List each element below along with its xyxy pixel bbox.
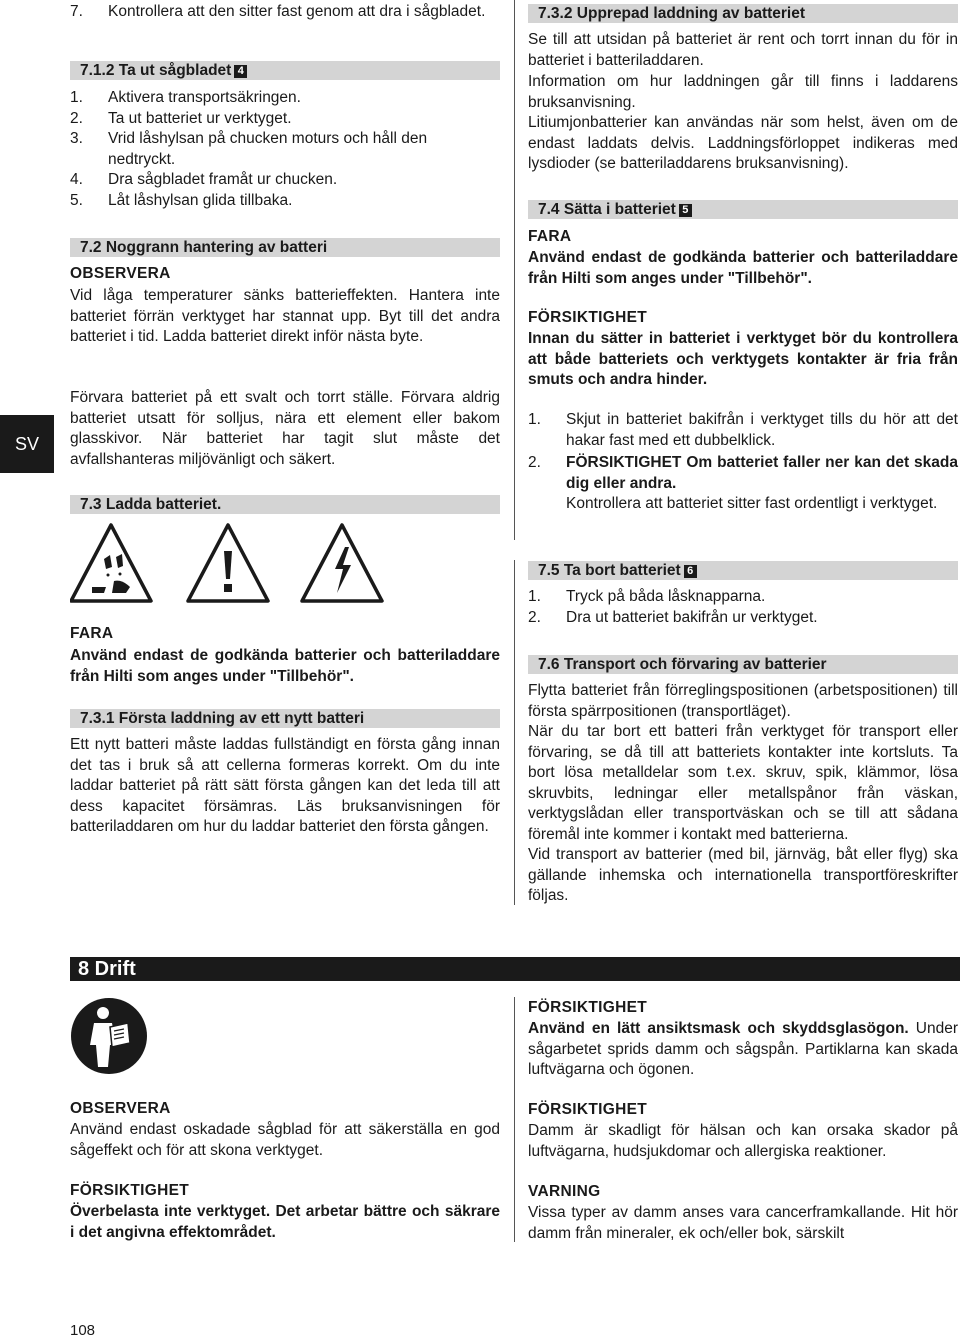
warning-text: Vissa typer av damm anses vara cancerframkallande. Hit hör damm från mineraler, ek och/eller bok, särskilt — [528, 1204, 958, 1242]
transport-text: Flytta batteriet från förreglingspositionen (arbetspositionen) till första spärrpositionen (transportläget). När du tar bort ett batteri från verktyget för transport eller förvaring, se då till att batteriets kontakter inte kortsluts. Ta bort lösa metalldelar som t.ex. skruv, spik, klämmor, lösa skruvbits, ledningar eller metallspånor från väskan, verktygslådan eller transportväskan och se till att sådana föremål inte kommer i kontakt med batterierna. Vid transport av batterier (med bil, järnväg, båt eller flyg) ska gällande inhemska och internationella transportföreskrifter följas. — [528, 682, 958, 904]
caution-text: Damm är skadligt för hälsan och kan orsaka skador på luftvägarna, hudsjukdomar och allergiska reaktioner. — [528, 1122, 958, 1160]
electric-hazard-icon — [302, 525, 382, 601]
danger-label: FARA — [70, 625, 114, 642]
note-text: Använd endast oskadade sågblad för att säkerställa en god sågeffekt och för att skona verktyget. — [70, 1121, 500, 1159]
caution-label: FÖRSIKTIGHET — [70, 1182, 189, 1199]
danger-text: Använd endast de godkända batterier och batteriladdare från Hilti som anges under "Tillbehör". — [70, 647, 500, 685]
section-7-6-heading: 7.6 Transport och förvaring av batterier — [528, 655, 958, 674]
first-charge-text: Ett nytt batteri måste laddas fullständigt en första gång innan det tas i bruk så att cellerna formeras korrekt. Om du inte laddar batteriet på rätt sätt första gången kan det leda till att dess kapacitet försämras. Läs bruksanvisningen för batteriladdaren om hur du laddar batteriet den första gången. — [70, 736, 500, 835]
list-item: 2. FÖRSIKTIGHET Om batteriet faller ner kan det skada dig eller andra. Kontrollera att batteriet sitter fast ordentligt i verktyget. — [528, 454, 958, 512]
general-warning-icon — [188, 525, 268, 601]
recharge-text-3: Litiumjonbatterier kan användas när som helst, även om de endast laddats delvis. Laddningsförloppet indikeras med lysdioder (se batteriladdarens bruksanvisning). — [528, 114, 958, 172]
section-7-3-heading: 7.3 Ladda batteriet. — [70, 495, 500, 514]
list-item: 4. Dra sågbladet framåt ur chucken. — [70, 171, 338, 188]
section-7-5-heading: 7.5 Ta bort batteriet 6 — [528, 561, 958, 580]
read-manual-icon — [70, 997, 148, 1075]
caution-text: Överbelasta inte verktyget. Det arbetar bättre och säkrare i det angivna effektområdet. — [70, 1203, 500, 1241]
steps-7-5 — [528, 587, 958, 628]
steps-7-1-2 — [70, 88, 500, 211]
steps-7-4 — [528, 410, 958, 515]
manual-sign — [70, 997, 150, 1082]
section-7-2-heading: 7.2 Noggrann hantering av batteri — [70, 238, 500, 257]
caution-text: Innan du sätter in batteriet i verktyget bör du kontrollera att både batteriets och verktygets kontakter är fria från smuts och andra hinder. — [528, 330, 958, 388]
column-divider-bottom — [514, 997, 515, 1242]
storage-text: Förvara batteriet på ett svalt och torrt ställe. Förvara aldrig batteriet utsatt för solljus, nära ett element eller bakom glasskivor. När batteriet har tagit slut måste det avfallshanteras miljövänligt och säkert. — [70, 389, 500, 468]
section-7-1-2-heading: 7.1.2 Ta ut sågbladet 4 — [70, 61, 500, 80]
language-tab: SV — [0, 415, 54, 473]
list-item: 1. Skjut in batteriet bakifrån i verktyget tills du hör att det hakar fast med ett dubbelklick. — [528, 411, 958, 449]
caution-text: Använd en lätt ansiktsmask och skyddsglasögon. Under sågarbetet sprids damm och sågspån. Partiklarna kan skada luftvägarna och ögonen. — [528, 1020, 958, 1078]
page-number: 108 — [70, 1322, 96, 1339]
caution-label: FÖRSIKTIGHET — [528, 1101, 647, 1118]
danger-text: Använd endast de godkända batterier och batteriladdare från Hilti som anges under "Tillbehör". — [528, 249, 958, 287]
note-label: OBSERVERA — [70, 265, 171, 282]
danger-label: FARA — [528, 228, 572, 245]
note-text: Vid låga temperaturer sänks batterieffekten. Hantera inte batteriet förrän verktyget har stannat upp. Byt till det andra batteriet i tid. Ladda batteriet direkt inför nästa byte. — [70, 287, 500, 345]
caution-label: FÖRSIKTIGHET — [528, 309, 647, 326]
list-item: 2. Ta ut batteriet ur verktyget. — [70, 109, 292, 127]
warning-signs — [70, 523, 500, 605]
section-7-3-2-heading: 7.3.2 Upprepad laddning av batteriet — [528, 4, 958, 23]
list-item: 2. Dra ut batteriet bakifrån ur verktyget. — [528, 608, 818, 626]
section-7-3-1-heading: 7.3.1 Första laddning av ett nytt batteri — [70, 709, 500, 728]
step-7-list — [70, 2, 500, 23]
warning-label: VARNING — [528, 1183, 601, 1200]
figure-badge: 4 — [234, 65, 247, 78]
chapter-8-heading: 8 Drift — [70, 957, 960, 981]
list-item: 5. Låt låshylsan glida tillbaka. — [70, 191, 293, 209]
list-item: 3. Vrid låshylsan på chucken moturs och håll den nedtryckt. — [70, 130, 428, 168]
note-label: OBSERVERA — [70, 1100, 171, 1117]
figure-badge: 5 — [679, 204, 692, 217]
recharge-text-1: Se till att utsidan på batteriet är rent och torrt innan du för in batteriet i batteriladdaren. — [528, 31, 958, 69]
column-divider-middle — [514, 560, 515, 905]
section-7-4-heading: 7.4 Sätta i batteriet 5 — [528, 200, 958, 219]
column-divider-top — [514, 0, 515, 540]
caution-label: FÖRSIKTIGHET — [528, 999, 647, 1016]
list-item: 1. Tryck på båda låsknapparna. — [528, 588, 766, 605]
figure-badge: 6 — [684, 565, 697, 578]
corrosive-warning-icon — [71, 525, 151, 601]
list-item: 1. Aktivera transportsäkringen. — [70, 89, 301, 106]
hazard-signs-graphic — [70, 523, 500, 605]
list-item: 7. Kontrollera att den sitter fast genom att dra i sågbladet. — [70, 3, 486, 20]
recharge-text-2: Information om hur laddningen går till finns i laddarens bruksanvisning. — [528, 73, 958, 111]
